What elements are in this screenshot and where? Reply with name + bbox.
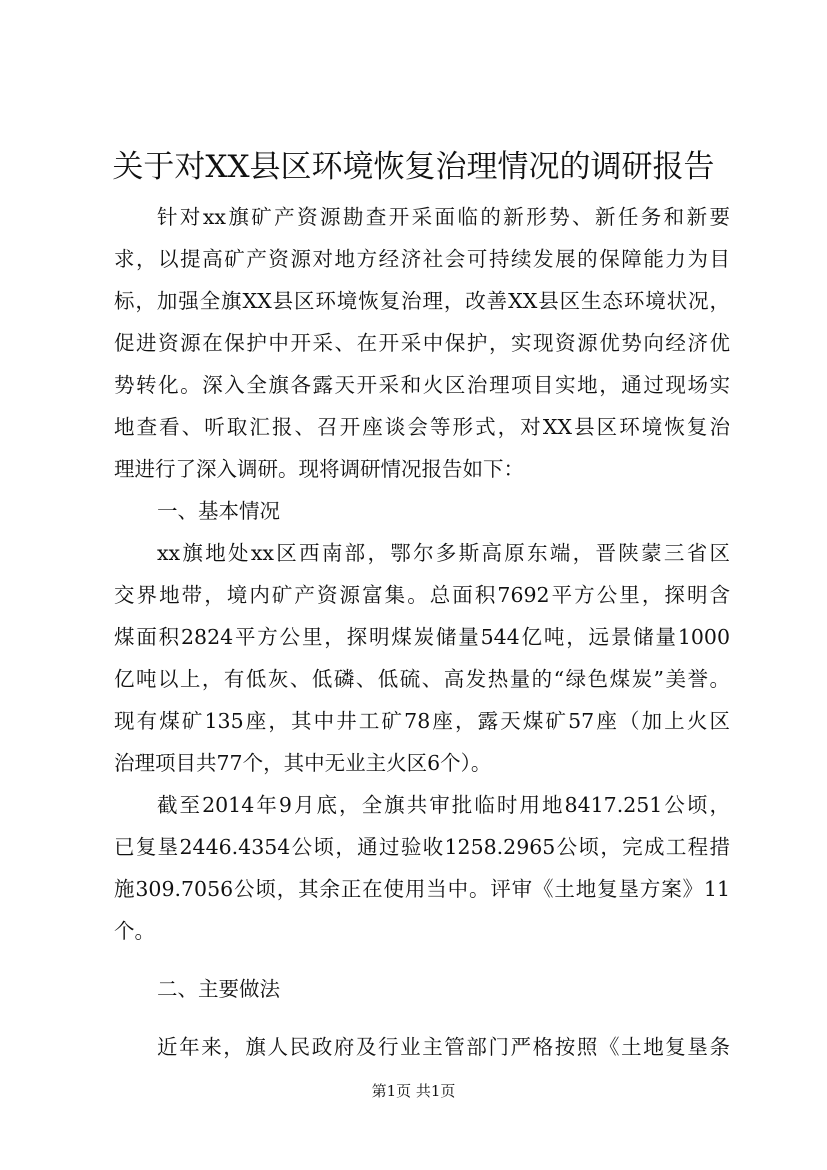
- paragraph-line: 针对xx旗矿产资源勘查开采面临的新形势、新任务和新要: [157, 205, 730, 229]
- paragraph-line: 已复垦2446.4354公顷，通过验收1258.2965公顷，完成工程措: [114, 835, 730, 859]
- paragraph-line: 施309.7056公顷，其余正在使用当中。评审《土地复垦方案》11: [114, 877, 730, 901]
- paragraph-line: 标，加强全旗XX县区环境恢复治理，改善XX县区生态环境状况，: [114, 289, 730, 313]
- paragraph-line: 现有煤矿135座，其中井工矿78座，露天煤矿57座（加上火区: [114, 709, 730, 733]
- paragraph-line: 地查看、听取汇报、召开座谈会等形式，对XX县区环境恢复治: [114, 415, 730, 439]
- paragraph-line: 理进行了深入调研。现将调研情况报告如下：: [114, 457, 524, 481]
- paragraph-line: 势转化。深入全旗各露天开采和火区治理项目实地，通过现场实: [114, 373, 730, 397]
- paragraph-line: 治理项目共77个，其中无业主火区6个）。: [114, 751, 492, 775]
- document-title: 关于对XX县区环境恢复治理情况的调研报告: [112, 149, 715, 185]
- paragraph-line: 促进资源在保护中开采、在开采中保护，实现资源优势向经济优: [114, 331, 730, 355]
- paragraph-line: 求，以提高矿产资源对地方经济社会可持续发展的保障能力为目: [114, 247, 730, 271]
- paragraph-line: 亿吨以上，有低灰、低磷、低硫、高发热量的“绿色煤炭”美誉。: [114, 667, 730, 691]
- section-heading: 二、主要做法: [157, 977, 280, 1001]
- paragraph-line: 煤面积2824平方公里，探明煤炭储量544亿吨，远景储量1000: [114, 625, 730, 649]
- paragraph-line: 个。: [114, 919, 155, 943]
- paragraph-line: 截至2014年9月底，全旗共审批临时用地8417.251公顷，: [157, 793, 730, 817]
- paragraph-gap: [114, 1010, 730, 1026]
- paragraph-line: 近年来，旗人民政府及行业主管部门严格按照《土地复垦条: [157, 1035, 730, 1059]
- paragraph-line: xx旗地处xx区西南部，鄂尔多斯高原东端，晋陕蒙三省区: [157, 541, 730, 565]
- paragraph-line: 交界地带，境内矿产资源富集。总面积7692平方公里，探明含: [114, 583, 730, 607]
- paragraph-gap: [114, 952, 730, 968]
- page-number-footer: 第1页 共1页: [371, 1082, 456, 1100]
- section-heading: 一、基本情况: [157, 499, 280, 523]
- document-body: [114, 196, 730, 1068]
